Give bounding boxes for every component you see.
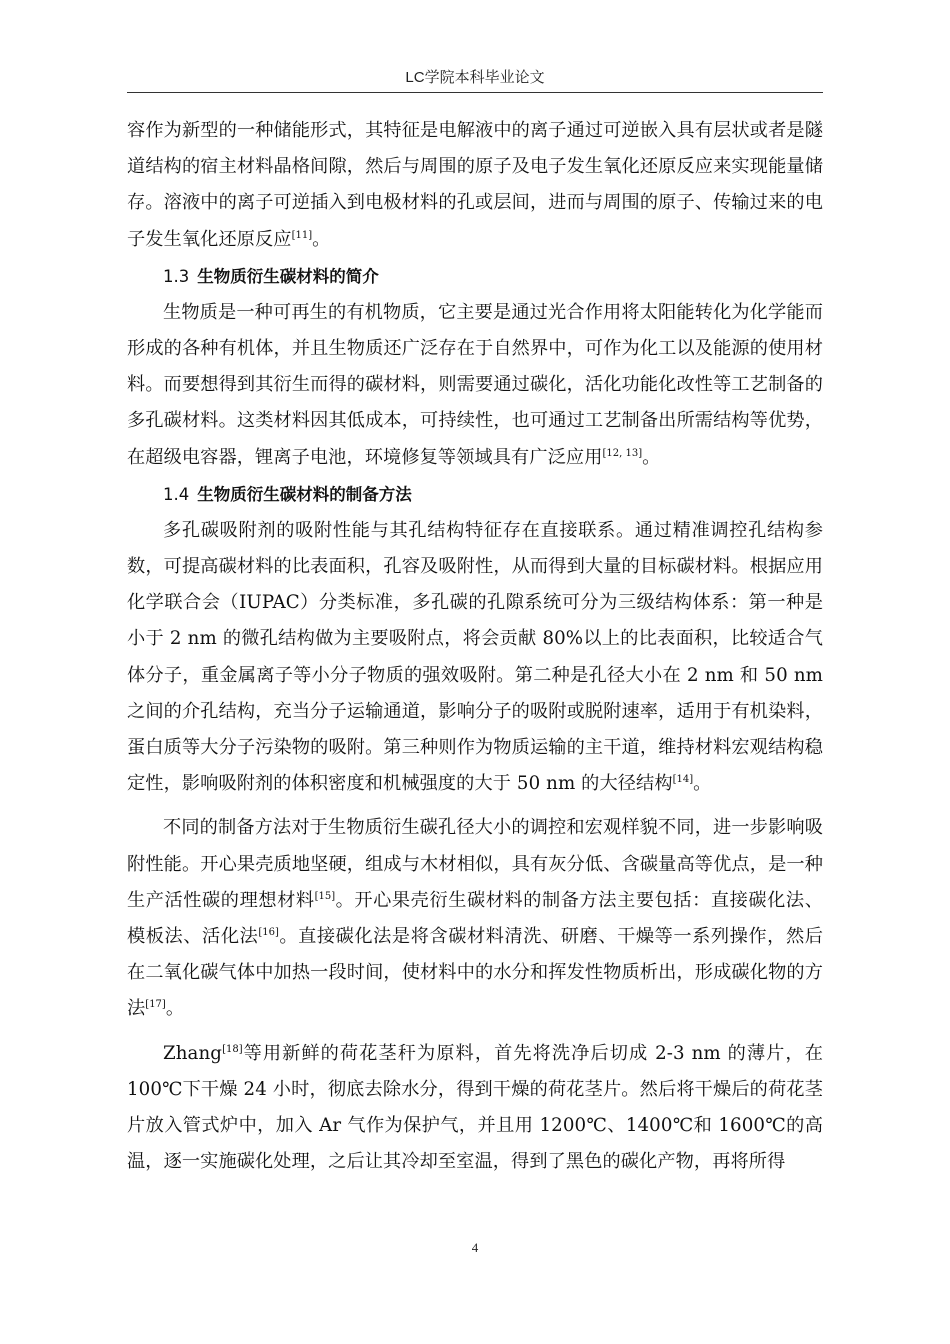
paragraph-text: 多孔碳吸附剂的吸附性能与其孔结构特征存在直接联系。通过精准调控孔结构参数，可提高碳材料的比表面积，孔容及吸附性，从而得到大量的目标碳材料。根据应用化学联合会（IUPAC）分类标准，多孔碳的孔隙系统可分为三级结构体系：第一种是小于 2 nm 的微孔结构做为主要吸附点，将会贡献 80%以上的比表面积，比较适合气体分子，重金属离子等小分子物质的强效吸附。第二种是孔径大小在 2 nm 和 50 nm 之间的介孔结构，充当分子运输通道，影响分子的吸附或脱附速率，适用于有机染料，蛋白质等大分子污染物的吸附。第三种则作为物质运输的主干道，维持材料宏观结构稳定性，影响吸附剂的体积密度和机械强度的大于 50 nm 的大径结构: [127, 519, 823, 795]
section-heading-1-3: [127, 258, 823, 295]
paragraph-spacing: [127, 802, 823, 810]
paragraph-text: 。开心果壳衍生碳材料的制备方法主要包括：直接碳化法、模板法、活化法: [127, 889, 823, 948]
paragraph-porous-carbon: [127, 513, 823, 803]
section-number: 1.3: [163, 266, 190, 286]
paragraph-tail: 。: [693, 773, 712, 795]
header-divider: [127, 92, 823, 93]
section-heading-1-4: [127, 476, 823, 513]
citation: [17]: [145, 999, 166, 1011]
section-number: 1.4: [163, 484, 190, 504]
document-body: [127, 113, 823, 1180]
section-title: 生物质衍生碳材料的制备方法: [197, 484, 412, 504]
paragraph-text: 不同的制备方法对于生物质衍生碳孔径大小的调控和宏观样貌不同，进一步影响吸附性能。开心果壳质地坚硬，组成与木材相似，具有灰分低、含碳量高等优点，是一种生产活性碳的理想材料: [127, 817, 823, 911]
paragraph-text: 容作为新型的一种储能形式，其特征是电解液中的离子通过可逆嵌入具有层状或者是隧道结构的宿主材料晶格间隙，然后与周围的原子及电子发生氧化还原反应来实现能量储存。溶液中的离子可逆插入到电极材料的孔或层间，进而与周围的原子、传输过来的电子发生氧化还原反应: [127, 120, 823, 250]
page-number: 4: [471, 1240, 479, 1255]
paragraph-text: Zhang: [163, 1042, 223, 1064]
paragraph-tail: 。: [165, 998, 185, 1020]
paragraph-spacing: [127, 1028, 823, 1036]
citation: [16]: [258, 927, 279, 939]
paragraph-biomass-intro: [127, 295, 823, 476]
paragraph-continued: [127, 113, 823, 258]
paragraph-tail: 。: [642, 446, 661, 468]
page-header: LC学院本科毕业论文: [405, 69, 545, 86]
paragraph-zhang-study: [127, 1036, 823, 1181]
citation: [18]: [222, 1043, 243, 1055]
paragraph-text: 。直接碳化法是将含碳材料清洗、研磨、干燥等一系列操作，然后在二氧化碳气体中加热一段时间，使材料中的水分和挥发性物质析出，形成碳化物的方法: [127, 926, 823, 1020]
citation: [12, 13]: [602, 447, 643, 459]
paragraph-text: 生物质是一种可再生的有机物质，它主要是通过光合作用将太阳能转化为化学能而形成的各种有机体，并且生物质还广泛存在于自然界中，可作为化工以及能源的使用材料。而要想得到其衍生而得的碳材料，则需要通过碳化，活化功能化改性等工艺制备的多孔碳材料。这类材料因其低成本，可持续性，也可通过工艺制备出所需结构等优势，在超级电容器，锂离子电池，环境修复等领域具有广泛应用: [127, 301, 823, 468]
section-title: 生物质衍生碳材料的简介: [197, 266, 379, 286]
citation: [11]: [291, 229, 313, 241]
paragraph-text: 等用新鲜的荷花茎秆为原料，首先将洗净后切成 2-3 nm 的薄片，在 100℃下干燥 24 小时，彻底去除水分，得到干燥的荷花茎片。然后将干燥后的荷花茎片放入管式炉中，加入 Ar 气作为保护气，并且用 1200℃、1400℃和 1600℃的高温，逐一实施碳化处理，之后让其冷却至室温，得到了黑色的碳化产物，再将所得: [127, 1042, 823, 1173]
paragraph-tail: 。: [312, 228, 331, 250]
citation: [15]: [314, 890, 336, 902]
paragraph-preparation-methods: [127, 810, 823, 1027]
citation: [14]: [672, 774, 694, 786]
